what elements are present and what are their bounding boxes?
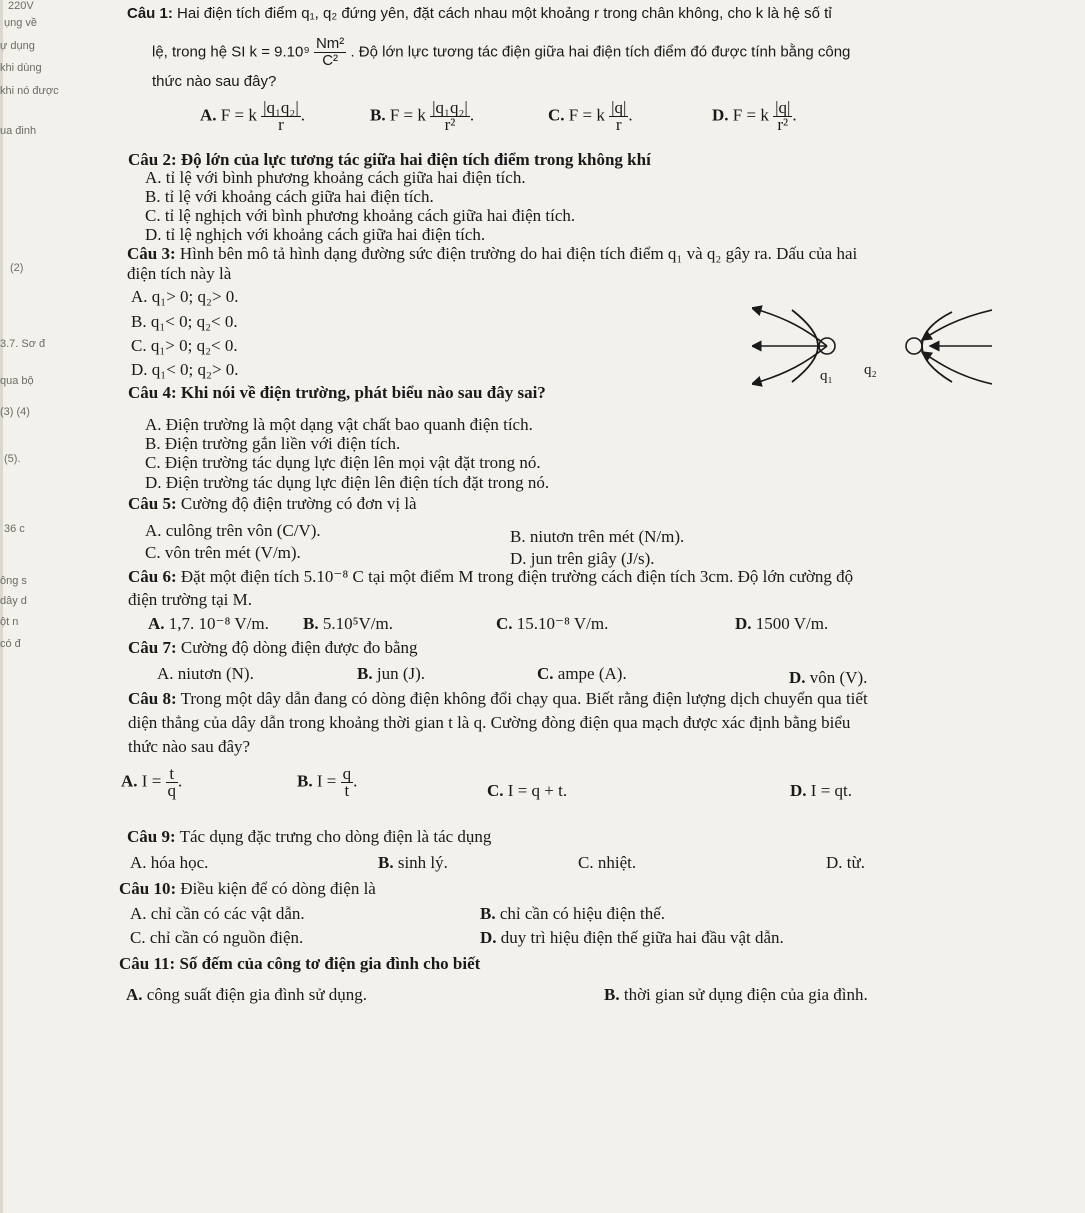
q2-label: q₂ [864,362,877,378]
bleed-text: có đ [0,638,21,650]
q10-option-d[interactable]: D. duy trì hiệu điện thế giữa hai đầu vật dẫn. [480,928,784,947]
q1-field-line [752,346,827,384]
bleed-text: ột n [0,616,19,628]
question-8-line-2: diện thẳng của dây dẫn trong khoảng thời gian t là q. Cường đòng điện qua mạch được xác định bằng biểu [128,713,851,732]
question-1-line-3: thức nào sau đây? [152,73,277,90]
q2-option-b[interactable]: B. tỉ lệ với khoảng cách giữa hai điện tích. [145,187,434,206]
q6-option-a[interactable]: A. 1,7. 10⁻⁸ V/m. [148,614,269,633]
bleed-text: (2) [10,262,24,274]
bleed-text: qua bộ [0,375,34,387]
q3-option-a[interactable]: A. q₁> 0; q₂> 0. [131,287,239,306]
bleed-text: (3) (4) [0,406,30,418]
q7-option-d[interactable]: D. vôn (V). [789,668,868,687]
question-6-line-2: điện trường tại M. [128,590,252,609]
q9-option-b[interactable]: B. sinh lý. [378,853,448,872]
q6-option-c[interactable]: C. 15.10⁻⁸ V/m. [496,614,609,633]
q7-option-a[interactable]: A. niutơn (N). [157,664,254,683]
q2-charge [906,338,922,354]
question-3-title: Câu 3: [127,244,176,263]
bleed-text: (5). [4,453,21,465]
q1-option-a[interactable]: A. F = k $\frac{\text{|q₁q₂|}}{r}$ . [200,98,305,134]
question-11-line: Câu 11: Số đếm của công tơ điện gia đình cho biết [119,954,481,973]
question-7-title: Câu 7: [128,638,177,657]
q8-option-c[interactable]: C. I = q + t. [487,781,568,800]
q4-option-d[interactable]: D. Điện trường tác dụng lực điện lên điện tích đặt trong nó. [145,473,550,492]
question-3-line-1: Câu 3: Hình bên mô tả hình dạng đường sức điện trường do hai điện tích điểm q₁ và q₂ gây ra. Dấu của hai [127,244,858,263]
question-2-title: Câu 2: Độ lớn của lực tương tác giữa hai điện tích điểm trong không khí [128,150,651,169]
q9-option-c[interactable]: C. nhiệt. [578,853,637,872]
bleed-text: 36 c [4,523,25,535]
q5-option-b[interactable]: B. niutơn trên mét (N/m). [510,527,685,546]
q8-option-d[interactable]: D. I = qt. [790,781,853,800]
question-7-line: Câu 7: Cường độ dòng điện được đo bằng [128,638,418,657]
question-5-title: Câu 5: [128,494,177,513]
q5-option-c[interactable]: C. vôn trên mét (V/m). [145,543,301,562]
q11-option-a[interactable]: A. công suất điện gia đình sử dụng. [126,985,368,1004]
question-1-line-1: Câu 1: Hai điện tích điểm q₁, q₂ đứng yên, đặt cách nhau một khoảng r trong chân không, cho k là hệ số tỉ [127,5,832,22]
q5-option-a[interactable]: A. culông trên vôn (C/V). [145,521,321,540]
bleed-text: dây d [0,595,27,607]
question-6-title: Câu 6: [128,567,177,586]
question-9-title: Câu 9: [127,827,176,846]
q10-option-c[interactable]: C. chỉ cần có nguồn điện. [130,928,304,947]
q3-option-b[interactable]: B. q₁< 0; q₂< 0. [131,312,238,331]
q9-option-a[interactable]: A. hóa học. [130,853,209,872]
bleed-text: ua đinh [0,125,37,137]
q4-option-a[interactable]: A. Điện trường là một dạng vật chất bao quanh điện tích. [145,415,533,434]
bleed-text: 3.7. Sơ đ [0,338,46,350]
q2-option-c[interactable]: C. tỉ lệ nghịch với bình phương khoảng cách giữa hai điện tích. [145,206,576,225]
question-10-title: Câu 10: [119,879,177,898]
question-1-line-2: lệ, trong hệ SI k = 9.10⁹ $\frac{\text{Nm²}}{\text{C²}}$ . Độ lớn lực tương tác điện giữa hai điện tích điểm đó được tính bằng công [152,35,851,69]
q2-option-a[interactable]: A. tỉ lệ với bình phương khoảng cách giữa hai điện tích. [145,168,526,187]
bleed-text: khi nó được [0,85,59,97]
question-5-line: Câu 5: Cường độ điện trường có đơn vị là [128,494,417,513]
field-lines-diagram [752,300,992,390]
q5-option-d[interactable]: D. jun trên giây (J/s). [510,549,655,568]
q8-option-a[interactable]: A. I = $\frac{t}{q}$ . [121,764,183,800]
question-10-line: Câu 10: Điều kiện để có dòng điện là [119,879,376,898]
bleed-text: 220V [8,0,34,12]
q7-option-c[interactable]: C. ampe (A). [537,664,627,683]
q1-option-d[interactable]: D. F = k $\frac{|q|}{\text{r²}}$ . [712,98,797,134]
q3-option-d[interactable]: D. q₁< 0; q₂> 0. [131,360,239,379]
q10-option-a[interactable]: A. chỉ cần có các vật dẫn. [130,904,305,923]
q1-option-c[interactable]: C. F = k $\frac{|q|}{r}$ . [548,98,633,134]
q8-option-b[interactable]: B. I = $\frac{q}{t}$ . [297,764,358,800]
question-6-line-1: Câu 6: Đặt một điện tích 5.10⁻⁸ C tại một điểm M trong điện trường cách điện tích 3cm. Độ lớn cường độ [128,567,854,586]
question-4-line: Câu 4: Khi nói về điện trường, phát biểu nào sau đây sai? [128,383,546,402]
question-9-line: Câu 9: Tác dụng đặc trưng cho dòng điện là tác dụng [127,827,492,846]
q6-option-d[interactable]: D. 1500 V/m. [735,614,829,633]
question-1-title: Câu 1: [127,5,173,22]
question-8-title: Câu 8: [128,689,177,708]
question-8-line-3: thức nào sau đây? [128,737,251,756]
question-8-line-1: Câu 8: Trong một dây dẫn đang có dòng điện không đổi chạy qua. Biết rằng điện lượng dịch chuyển qua tiết [128,689,868,708]
q11-option-b[interactable]: B. thời gian sử dụng điện của gia đình. [604,985,868,1004]
q7-option-b[interactable]: B. jun (J). [357,664,426,683]
question-3-line-2: điện tích này là [127,264,232,283]
question-4-title: Câu 4: [128,383,177,402]
q1-label: q₁ [820,368,833,384]
question-11-title: Câu 11: [119,954,176,973]
q6-option-b[interactable]: B. 5.10⁵V/m. [303,614,393,633]
q1-field-line [752,308,827,346]
bleed-text: ự dụng [0,40,35,52]
bleed-text: khi dùng [0,62,42,74]
bleed-text: ông s [0,575,27,587]
bleed-text: ụng về [4,17,38,29]
q10-option-b[interactable]: B. chỉ cần có hiệu điện thế. [480,904,666,923]
q2-option-d[interactable]: D. tỉ lệ nghịch với khoảng cách giữa hai điện tích. [145,225,486,244]
q3-option-c[interactable]: C. q₁> 0; q₂< 0. [131,336,238,355]
q4-option-c[interactable]: C. Điện trường tác dụng lực điện lên mọi vật đặt trong nó. [145,453,541,472]
q4-option-b[interactable]: B. Điện trường gắn liền với điện tích. [145,434,401,453]
unit-fraction: $\frac{\text{Nm²}}{\text{C²}}$ [315,35,345,69]
q9-option-d[interactable]: D. từ. [826,853,865,872]
q1-option-b[interactable]: B. F = k $\frac{\text{|q₁q₂|}}{\text{r²}}$ . [370,98,475,134]
